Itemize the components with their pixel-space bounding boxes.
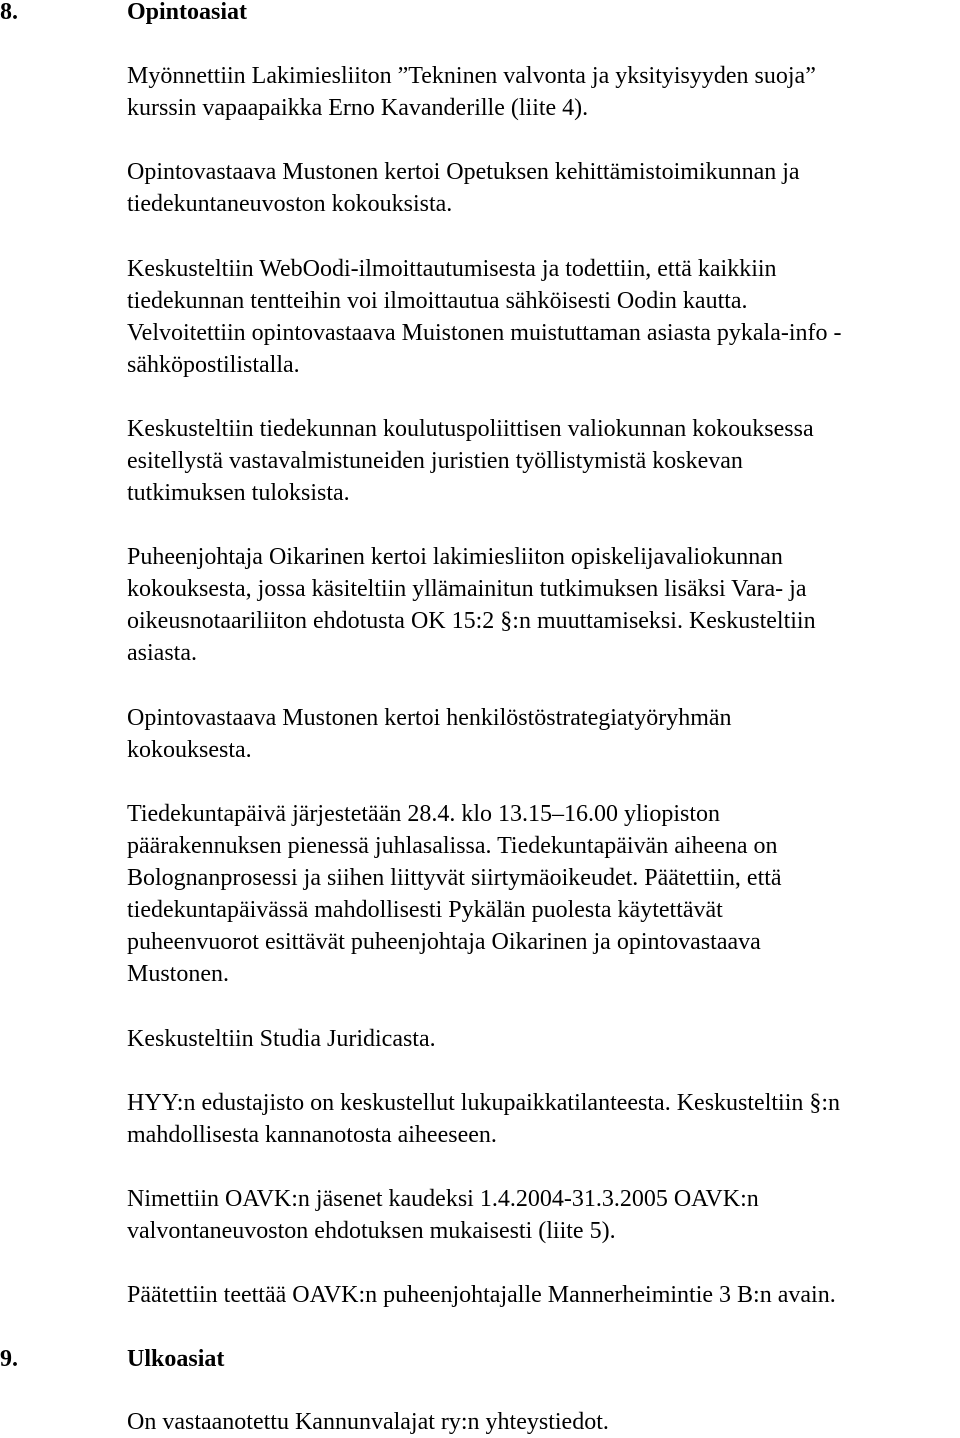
text-line: tiedekunnan tentteihin voi ilmoittautua sähköisesti Oodin kautta.: [127, 288, 748, 314]
text-line: Puheenjohtaja Oikarinen kertoi lakimiesliiton opiskelijavaliokunnan: [127, 544, 783, 570]
paragraph-studia-juridica: [127, 1023, 960, 1055]
text-line: Tiedekuntapäivä järjestetään 28.4. klo 13.15–16.00 yliopiston: [127, 801, 721, 827]
text-line: kokouksesta, jossa käsiteltiin yllämainitun tutkimuksen lisäksi Vara- ja: [127, 576, 807, 602]
text-line: puheenvuorot esittävät puheenjohtaja Oikarinen ja opintovastaava: [127, 929, 761, 955]
paragraph-course-seat: [127, 60, 960, 124]
paragraph-contact-info: [127, 1406, 960, 1438]
text-line: Keskusteltiin tiedekunnan koulutuspoliittisen valiokunnan kokouksessa: [127, 416, 814, 442]
text-line: kokouksesta.: [127, 737, 252, 763]
text-line: kurssin vapaapaikka Erno Kavanderille (liite 4).: [127, 95, 589, 121]
text-line: esitellystä vastavalmistuneiden juristien työllistymistä koskevan: [127, 448, 743, 474]
paragraph-weboodi: [127, 253, 960, 381]
text-line: Keskusteltiin WebOodi-ilmoittautumisesta ja todettiin, että kaikkiin: [127, 256, 777, 282]
paragraph-study-seats: [127, 1087, 960, 1151]
paragraph-student-committee: [127, 541, 960, 669]
text-line: mahdollisesta kannanotosta aiheeseen.: [127, 1122, 497, 1148]
text-line: tiedekuntapäivässä mahdollisesti Pykälän puolesta käytettävät: [127, 897, 723, 923]
text-line: Opintovastaava Mustonen kertoi henkilöstöstrategiatyöryhmän: [127, 705, 732, 731]
paragraph-development-committee: [127, 156, 960, 220]
text-line: On vastaanotettu Kannunvalajat ry:n yhteystiedot.: [127, 1409, 609, 1435]
text-line: tutkimuksen tuloksista.: [127, 480, 350, 506]
text-line: Päätettiin teettää OAVK:n puheenjohtajalle Mannerheimintie 3 B:n avain.: [127, 1282, 836, 1308]
section-title: Ulkoasiat: [127, 1346, 225, 1372]
section-title: Opintoasiat: [127, 0, 248, 25]
text-line: päärakennuksen pienessä juhlasalissa. Tiedekuntapäivän aiheena on: [127, 833, 778, 859]
section-number: 8.: [0, 0, 18, 25]
paragraph-employment-study: [127, 413, 960, 509]
text-line: oikeusnotaariliiton ehdotusta OK 15:2 §:n muuttamiseksi. Keskusteltiin: [127, 608, 816, 634]
text-line: Myönnettiin Lakimiesliiton ”Tekninen valvonta ja yksityisyyden suoja”: [127, 63, 816, 89]
text-line: HYY:n edustajisto on keskustellut lukupaikkatilanteesta. Keskusteltiin §:n: [127, 1090, 841, 1116]
paragraph-hr-strategy: [127, 702, 960, 766]
text-line: Keskusteltiin Studia Juridicasta.: [127, 1026, 436, 1052]
text-line: sähköpostilistalla.: [127, 352, 300, 378]
paragraph-key: [127, 1279, 960, 1311]
paragraph-faculty-day: [127, 798, 960, 990]
text-line: Nimettiin OAVK:n jäsenet kaudeksi 1.4.2004-31.3.2005 OAVK:n: [127, 1186, 759, 1212]
text-line: asiasta.: [127, 640, 197, 666]
text-line: Velvoitettiin opintovastaava Muistonen muistuttaman asiasta pykala-info -: [127, 320, 842, 346]
text-line: Mustonen.: [127, 961, 229, 987]
section-number: 9.: [0, 1346, 18, 1372]
text-line: Bolognanprosessi ja siihen liittyvät siirtymäoikeudet. Päätettiin, että: [127, 865, 782, 891]
text-line: Opintovastaava Mustonen kertoi Opetuksen kehittämistoimikunnan ja: [127, 159, 800, 185]
paragraph-oavk-members: [127, 1183, 960, 1247]
text-line: tiedekuntaneuvoston kokouksista.: [127, 191, 453, 217]
text-line: valvontaneuvoston ehdotuksen mukaisesti (liite 5).: [127, 1218, 616, 1244]
